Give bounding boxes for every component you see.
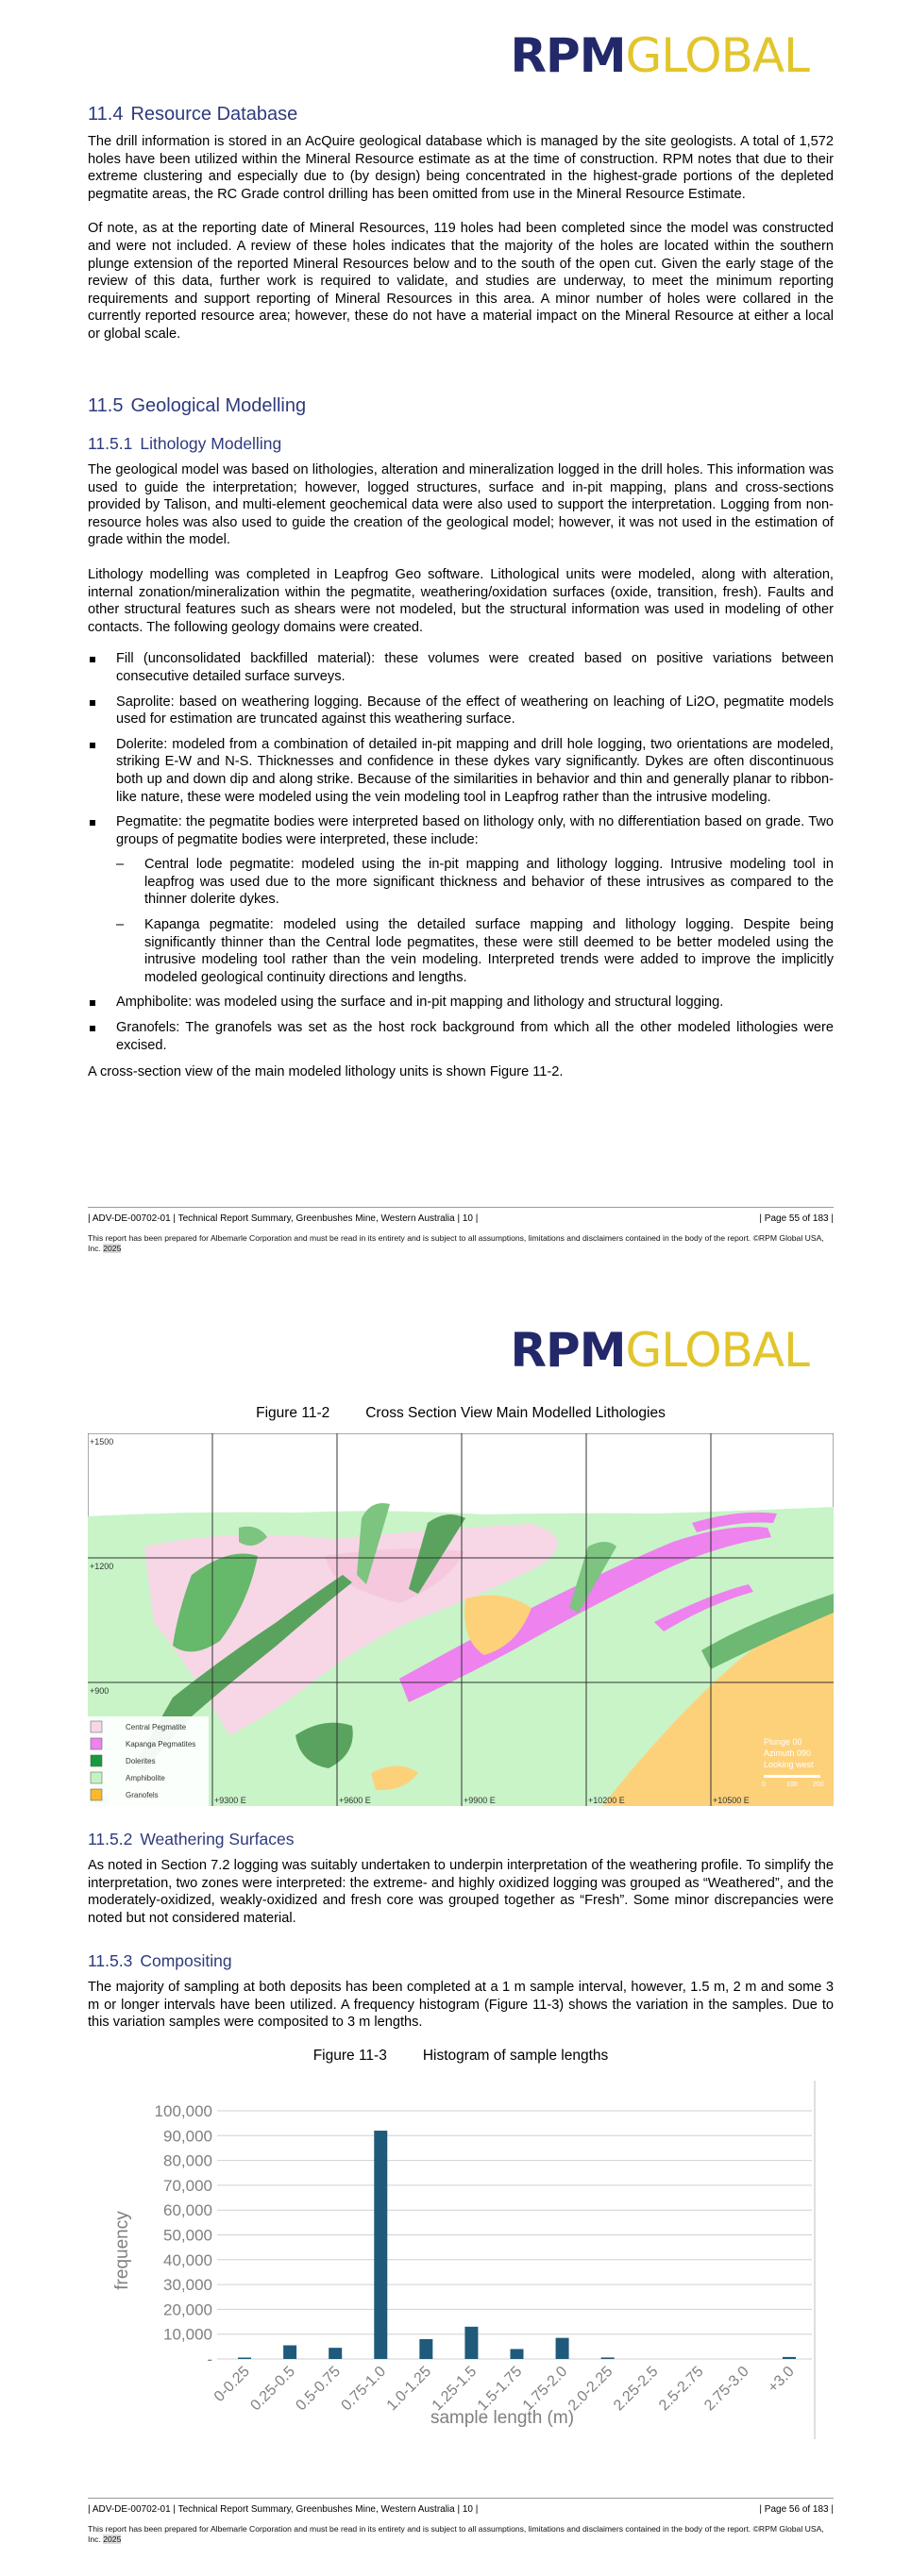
y-tick-label: 80,000 bbox=[163, 2151, 212, 2170]
section-11-4 bbox=[88, 104, 834, 343]
x-tick-label: 1.0-1.25 bbox=[383, 2363, 435, 2415]
page-footer bbox=[88, 2498, 834, 2545]
list-item: Saprolite: based on weathering logging. Because of the effect of weathering on leaching of Li2O, pegmatite models used for estimation are truncated against this weathering surface. bbox=[88, 694, 834, 728]
list-item: Fill (unconsolidated backfilled material): these volumes were created based on positive variations between consecutive detailed surface surveys. bbox=[88, 650, 834, 685]
histogram-bar bbox=[601, 2357, 615, 2359]
list-item: Amphibolite: was modeled using the surface and in-pit mapping and lithology and structural logging. bbox=[88, 994, 834, 1012]
x-tick-label: 2.5-2.75 bbox=[656, 2363, 707, 2415]
lithology-legend bbox=[88, 1716, 209, 1806]
histogram-bar bbox=[283, 2346, 296, 2359]
easting-label: +9900 E bbox=[464, 1796, 496, 1805]
report-page-55 bbox=[0, 0, 911, 1285]
histogram-bar bbox=[374, 2131, 387, 2359]
section-11-5-1 bbox=[88, 434, 834, 1081]
legend-swatch bbox=[91, 1738, 102, 1749]
elevation-label: +1200 bbox=[90, 1562, 114, 1571]
section-11-5-2 bbox=[88, 1830, 834, 1927]
footer-page-number: | Page 55 of 183 | bbox=[759, 1213, 834, 1224]
elevation-label: +900 bbox=[90, 1686, 110, 1696]
histogram-chart bbox=[94, 2076, 821, 2444]
section-11-5-3 bbox=[88, 1951, 834, 2032]
subsection-heading: 11.5.2 Weathering Surfaces bbox=[88, 1830, 295, 1848]
legend-label: Dolerites bbox=[126, 1757, 156, 1765]
histogram-bar bbox=[464, 2327, 478, 2359]
x-tick-label: 0.25-0.5 bbox=[247, 2363, 298, 2415]
x-tick-label: +3.0 bbox=[765, 2363, 798, 2397]
paragraph: As noted in Section 7.2 logging was suitably undertaken to underpin interpretation of the weathering profile. To simplify the interpretation, two zones were interpreted: the extreme- and highly oxidized logging was grouped as “Weathered”, and the moderately-oxidized, weakly-oxidized and fresh core was grouped together as “Fresh”. Some minor discrepancies were noted but not considered material. bbox=[88, 1858, 834, 1926]
view-orientation-label: Looking west bbox=[764, 1760, 814, 1769]
paragraph: The majority of sampling at both deposits has been completed at a 1 m sample interval, however, 1.5 m, 2 m and some 3 m or longer intervals have been utilized. A frequency histogram (Figure 11-3) shows the variation in the samples. Due to this variation samples were composited to 3 m lengths. bbox=[88, 1980, 834, 2031]
legend-swatch bbox=[91, 1772, 102, 1783]
y-tick-label: 50,000 bbox=[163, 2226, 212, 2245]
scale-label: 100 bbox=[786, 1781, 798, 1788]
elevation-label: +1500 bbox=[90, 1437, 114, 1447]
pegmatite-sublist bbox=[116, 856, 834, 986]
paragraph: Of note, as at the reporting date of Mineral Resources, 119 holes had been completed since the model was constructed and were not included. A review of these holes indicates that the majority of the holes are located within the southern plunge extension of the reported Mineral Resources below and to the south of the open cut. Given the early stage of the review of this data, further work is required to validate, and studies are underway, to meet the minimum reporting requirements and support reporting of Mineral Resources in this area. A minor number of holes were collared in the currently reported resource area; however, these do not have a material impact on the Mineral Resource at either a local or global scale. bbox=[88, 221, 834, 342]
easting-label: +10200 E bbox=[588, 1796, 625, 1805]
x-axis-label: sample length (m) bbox=[430, 2408, 575, 2428]
report-page-56 bbox=[0, 1285, 911, 2576]
cross-section-figure bbox=[88, 1433, 834, 1806]
figure-caption: Figure 11-3 Histogram of sample lengths bbox=[312, 2048, 609, 2064]
paragraph: Lithology modelling was completed in Leapfrog Geo software. Lithological units were modeled, along with alteration, internal zonation/mineralization within the pegmatite, weathering/oxidation surfaces (oxide, transition, fresh). Faults and other structural features such as shears were not modeled, but the structural information was used in modeling of other contacts. The following geology domains were created. bbox=[88, 566, 834, 635]
subsection-heading: 11.5.3 Compositing bbox=[88, 1951, 232, 1970]
legend-swatch bbox=[91, 1755, 102, 1766]
footer-disclaimer: This report has been prepared for Albemarle Corporation and must be read in its entirety and is subject to all assumptions, limitations and disclaimers contained in the body of the report. ©RPM Global USA, Inc. 2025 bbox=[88, 2524, 824, 2544]
footer-disclaimer: This report has been prepared for Albemarle Corporation and must be read in its entirety and is subject to all assumptions, limitations and disclaimers contained in the body of the report. ©RPM Global USA, Inc. 2025 bbox=[88, 1233, 824, 1253]
y-axis-label: frequency bbox=[112, 2211, 132, 2290]
figure-caption: Figure 11-2 Cross Section View Main Modelled Lithologies bbox=[256, 1405, 666, 1421]
easting-label: +9300 E bbox=[214, 1796, 246, 1805]
histogram-bar bbox=[419, 2339, 432, 2359]
list-item: Dolerite: modeled from a combination of detailed in-pit mapping and drill hole logging, two orientations are modeled, striking E-W and N-S. Thicknesses and confidence in these dykes vary significantly. Dykes are often discontinuous both up and down dip and along strike. Because of the similarities in behavior and thin and generally planar to ribbon-like nature, these were modeled using the vein modeling tool in Leapfrog rather than the intrusive modeling. bbox=[88, 736, 834, 806]
footer-document-info: | ADV-DE-00702-01 | Technical Report Summary, Greenbushes Mine, Western Australia | 10 | bbox=[88, 1213, 479, 1224]
histogram-bar bbox=[556, 2338, 569, 2359]
list-item: Pegmatite: the pegmatite bodies were interpreted based on lithology only, with no differentiation based on grade. Two groups of pegmatite bodies were interpreted, these include: – Central lode pegmatite: modeled using the in-pit mapping and lithology logging. Intrusive modeling tool in leapfrog was used due to the more significant thickness and behavior of these intrusives as compared to the thinner dolerite dykes. – Kapanga pegmatite: modeled using the detailed surface mapping and lithology logging. Despite being significantly thinner than the Central lode pegmatites, these were still deemed to be better modeled using the intrusive modeling tool rather than the vein modeling. Interpreted trends were added to improve the implicitly modeled geological continuity directions and lengths. bbox=[88, 813, 834, 986]
y-tick-label: 60,000 bbox=[163, 2201, 212, 2220]
subsection-heading: 11.5.1 Lithology Modelling bbox=[88, 434, 282, 453]
rpm-global-logo: RPMGLOBAL bbox=[510, 1323, 809, 1378]
list-item: Granofels: The granofels was set as the host rock background from which all the other modeled lithologies were excised. bbox=[88, 1019, 834, 1054]
section-heading: 11.5 Geological Modelling bbox=[88, 395, 307, 416]
legend-label: Central Pegmatite bbox=[126, 1723, 187, 1731]
list-item: – Kapanga pegmatite: modeled using the detailed surface mapping and lithology logging. Despite being significantly thinner than the Central lode pegmatites, these were still deemed to be better modeled using the intrusive modeling tool rather than the vein modeling. Interpreted trends were added to improve the implicitly modeled geological continuity directions and lengths. bbox=[116, 917, 834, 985]
y-tick-label: 10,000 bbox=[163, 2325, 212, 2344]
footer-page-number: | Page 56 of 183 | bbox=[759, 2504, 834, 2515]
legend-swatch bbox=[91, 1721, 102, 1732]
histogram-bar bbox=[329, 2348, 342, 2359]
easting-label: +9600 E bbox=[339, 1796, 371, 1805]
view-orientation-label: Azimuth 090 bbox=[764, 1748, 812, 1758]
histogram-bar bbox=[238, 2358, 251, 2360]
x-tick-label: 1.5-1.75 bbox=[474, 2363, 526, 2415]
section-11-5 bbox=[88, 395, 834, 417]
paragraph: The geological model was based on lithologies, alteration and mineralization logged in the drill holes. This information was used to guide the interpretation; however, logged structures, surface and in-pit mapping, plans and cross-sections provided by Talison, and multi-element geochemical data were also used to support the interpretation. Logging from non-resource holes was also used to guide the creation of the geological model; however, it was not used in the estimation of grade within the model. bbox=[88, 462, 834, 548]
section-heading: 11.4 Resource Database bbox=[88, 104, 298, 125]
y-tick-label: 90,000 bbox=[163, 2127, 212, 2146]
y-tick-label: - bbox=[207, 2350, 212, 2368]
paragraph: The drill information is stored in an AcQuire geological database which is managed by the site geologists. A total of 1,572 holes have been utilized within the Mineral Resource estimate as at the time of construction. RPM notes that due to their extreme clustering and especially due to (by design) being concentrated in the highest-grade portions of the depleted pegmatite areas, the RC Grade control drilling has been omitted from use in the Mineral Resource Estimate. bbox=[88, 134, 834, 202]
domain-list bbox=[88, 650, 834, 1054]
x-tick-label: 2.75-3.0 bbox=[701, 2363, 752, 2415]
view-orientation-label: Plunge 00 bbox=[764, 1737, 802, 1747]
legend-label: Granofels bbox=[126, 1791, 159, 1799]
x-tick-label: 1.25-1.5 bbox=[429, 2363, 481, 2415]
y-tick-label: 40,000 bbox=[163, 2250, 212, 2269]
histogram-bar bbox=[783, 2357, 796, 2359]
x-tick-label: 0.75-1.0 bbox=[338, 2363, 390, 2415]
rpm-global-logo: RPMGLOBAL bbox=[510, 28, 809, 83]
scale-label: 0 bbox=[762, 1781, 766, 1788]
scale-label: 200 bbox=[813, 1781, 824, 1788]
paragraph: A cross-section view of the main modeled lithology units is shown Figure 11-2. bbox=[88, 1064, 564, 1080]
list-item: – Central lode pegmatite: modeled using the in-pit mapping and lithology logging. Intrusive modeling tool in leapfrog was used due to the more significant thickness and behavior of these intrusives as compared to the thinner dolerite dykes. bbox=[116, 857, 834, 908]
y-tick-label: 20,000 bbox=[163, 2300, 212, 2319]
legend-swatch bbox=[91, 1789, 102, 1800]
x-tick-label: 2.25-2.5 bbox=[611, 2363, 662, 2415]
footer-document-info: | ADV-DE-00702-01 | Technical Report Summary, Greenbushes Mine, Western Australia | 10 | bbox=[88, 2504, 479, 2515]
easting-label: +10500 E bbox=[713, 1796, 750, 1805]
y-tick-label: 100,000 bbox=[154, 2102, 212, 2120]
y-tick-label: 30,000 bbox=[163, 2276, 212, 2295]
y-tick-label: 70,000 bbox=[163, 2176, 212, 2195]
x-tick-label: 0-0.25 bbox=[211, 2363, 253, 2405]
x-tick-label: 0.5-0.75 bbox=[293, 2363, 345, 2415]
x-tick-label: 2.0-2.25 bbox=[565, 2363, 616, 2415]
page-footer bbox=[88, 1207, 834, 1254]
legend-label: Amphibolite bbox=[126, 1774, 165, 1782]
legend-label: Kapanga Pegmatites bbox=[126, 1740, 196, 1748]
x-tick-label: 1.75-2.0 bbox=[519, 2363, 571, 2415]
histogram-bar bbox=[511, 2349, 524, 2359]
